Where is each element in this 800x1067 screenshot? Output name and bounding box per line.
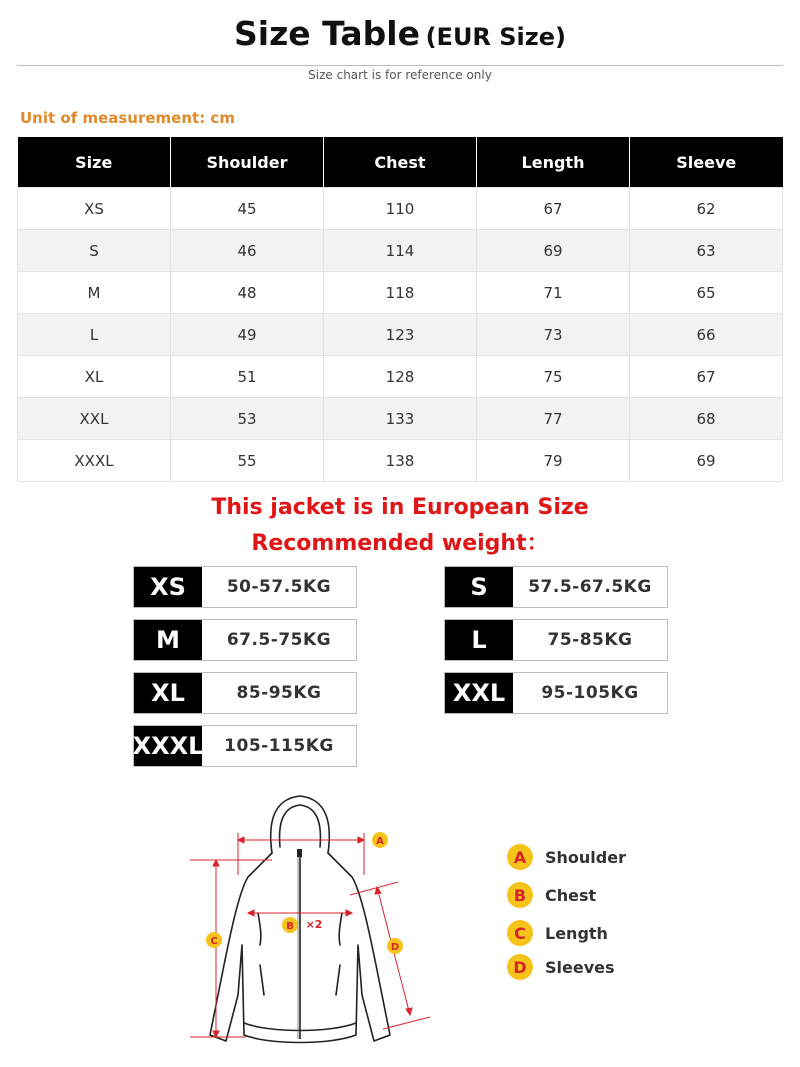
- weight-range: 85-95KG: [236, 683, 322, 703]
- column-header-shoulder: Shoulder: [171, 137, 324, 188]
- table-row: [18, 314, 783, 356]
- column-header-length: Length: [477, 137, 630, 188]
- table-cell: 68: [630, 398, 783, 440]
- title-main: Size Table: [234, 14, 420, 53]
- table-cell: XS: [18, 188, 171, 230]
- marker-c: C: [210, 936, 218, 947]
- weight-box-l: [444, 619, 668, 661]
- weight-box-xs: [133, 566, 357, 608]
- legend-label: Shoulder: [545, 847, 626, 867]
- table-cell: 69: [630, 440, 783, 482]
- table-cell: 53: [171, 398, 324, 440]
- legend-item-shoulder: [507, 840, 626, 874]
- reference-note: Size chart is for reference only: [308, 68, 492, 82]
- table-cell: XXXL: [18, 440, 171, 482]
- table-cell: XXL: [18, 398, 171, 440]
- weight-size-label: XS: [134, 567, 202, 607]
- size-table: [17, 137, 783, 482]
- legend-label: Chest: [545, 885, 597, 905]
- jacket-measurement-diagram: [180, 785, 450, 1055]
- table-cell: 45: [171, 188, 324, 230]
- weight-range: 95-105KG: [541, 683, 639, 703]
- unit-label: Unit of measurement: cm: [20, 109, 235, 127]
- weight-range: 50-57.5KG: [226, 577, 332, 597]
- table-cell: 69: [477, 230, 630, 272]
- weight-range: 57.5-67.5KG: [528, 577, 652, 597]
- legend-badge: D: [507, 954, 533, 980]
- table-cell: 66: [630, 314, 783, 356]
- table-cell: 67: [630, 356, 783, 398]
- table-cell: L: [18, 314, 171, 356]
- weight-box-xl: [133, 672, 357, 714]
- table-cell: 55: [171, 440, 324, 482]
- table-row: [18, 272, 783, 314]
- table-cell: 73: [477, 314, 630, 356]
- table-cell: XL: [18, 356, 171, 398]
- column-header-chest: Chest: [324, 137, 477, 188]
- weight-size-label: XXXL: [134, 726, 202, 766]
- table-header-row: [18, 137, 783, 188]
- table-cell: 62: [630, 188, 783, 230]
- recommended-weight-heading: Recommended weight：: [251, 531, 549, 556]
- title-sub: (EUR Size): [425, 23, 566, 51]
- table-cell: 118: [324, 272, 477, 314]
- table-cell: 63: [630, 230, 783, 272]
- weight-box-xxxl: [133, 725, 357, 767]
- weight-box-xxl: [444, 672, 668, 714]
- table-cell: M: [18, 272, 171, 314]
- table-cell: S: [18, 230, 171, 272]
- legend-badge: B: [507, 882, 533, 908]
- table-row: [18, 230, 783, 272]
- table-row: [18, 398, 783, 440]
- table-cell: 114: [324, 230, 477, 272]
- weight-size-label: S: [445, 567, 513, 607]
- table-cell: 79: [477, 440, 630, 482]
- page-title: [0, 14, 800, 53]
- table-cell: 49: [171, 314, 324, 356]
- measurement-legend: [507, 840, 626, 984]
- marker-d: D: [390, 942, 400, 953]
- european-size-notice: This jacket is in European Size: [211, 495, 589, 520]
- table-cell: 133: [324, 398, 477, 440]
- table-cell: 65: [630, 272, 783, 314]
- legend-badge: A: [507, 844, 533, 870]
- jacket-illustration: [180, 785, 450, 1055]
- table-row: [18, 188, 783, 230]
- times-two-label: ×2: [305, 918, 323, 931]
- legend-label: Length: [545, 923, 608, 943]
- table-row: [18, 440, 783, 482]
- table-cell: 67: [477, 188, 630, 230]
- weight-range: 67.5-75KG: [226, 630, 332, 650]
- table-cell: 46: [171, 230, 324, 272]
- marker-a: A: [376, 836, 384, 847]
- table-cell: 48: [171, 272, 324, 314]
- weight-box-s: [444, 566, 668, 608]
- table-cell: 110: [324, 188, 477, 230]
- legend-item-sleeves: [507, 950, 626, 984]
- table-cell: 75: [477, 356, 630, 398]
- table-row: [18, 356, 783, 398]
- table-cell: 71: [477, 272, 630, 314]
- column-header-sleeve: Sleeve: [630, 137, 783, 188]
- weight-size-label: XL: [134, 673, 202, 713]
- weight-size-label: XXL: [445, 673, 513, 713]
- column-header-size: Size: [18, 137, 171, 188]
- weight-size-label: M: [134, 620, 202, 660]
- legend-item-length: [507, 916, 626, 950]
- legend-badge: C: [507, 920, 533, 946]
- title-divider: [17, 65, 783, 66]
- weight-box-m: [133, 619, 357, 661]
- marker-b: B: [286, 921, 294, 932]
- table-cell: 128: [324, 356, 477, 398]
- table-cell: 51: [171, 356, 324, 398]
- table-cell: 138: [324, 440, 477, 482]
- weight-size-label: L: [445, 620, 513, 660]
- table-cell: 123: [324, 314, 477, 356]
- weight-range: 75-85KG: [547, 630, 633, 650]
- table-cell: 77: [477, 398, 630, 440]
- legend-item-chest: [507, 878, 626, 912]
- weight-range: 105-115KG: [224, 736, 334, 756]
- legend-label: Sleeves: [545, 957, 615, 977]
